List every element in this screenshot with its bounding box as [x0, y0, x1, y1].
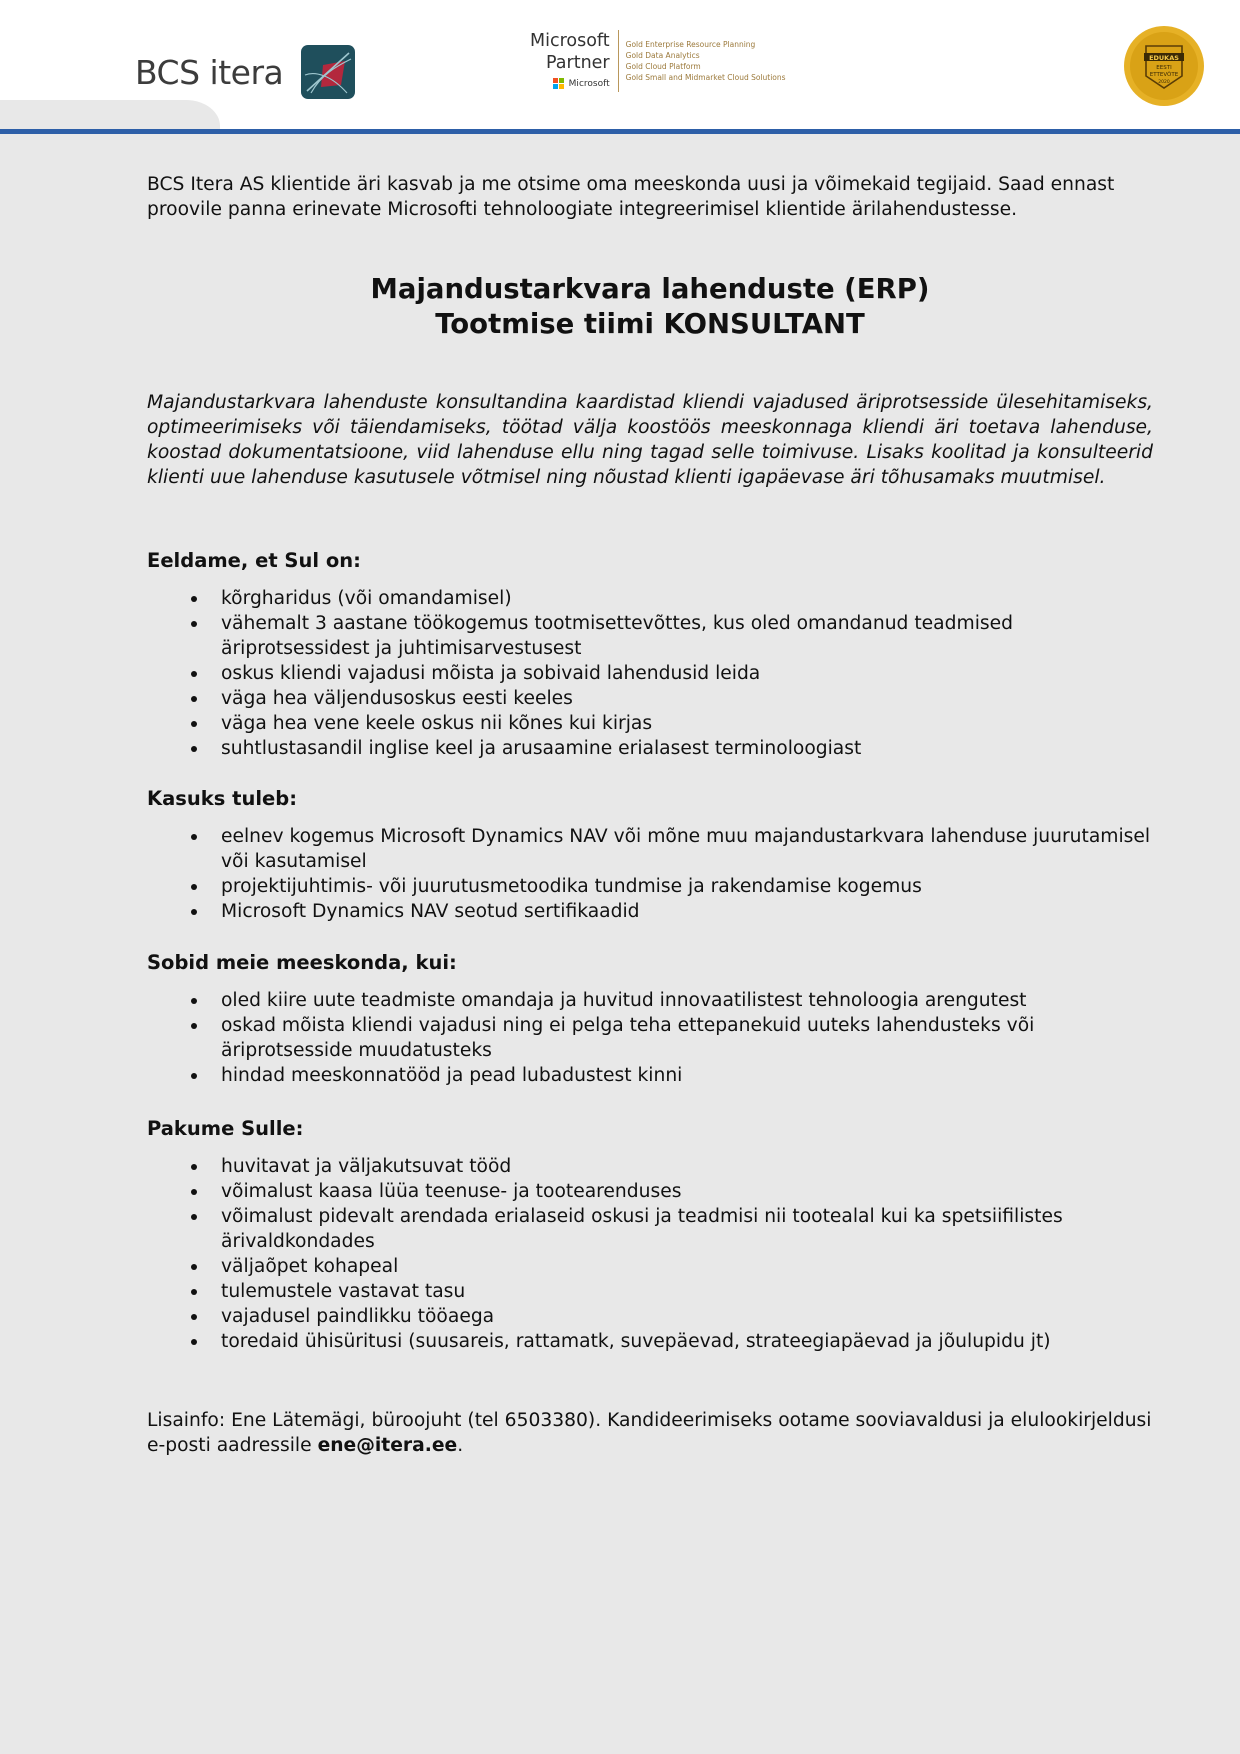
bullet-icon: [191, 998, 197, 1004]
requirements-list: [147, 586, 1153, 761]
bullet-icon: [191, 1023, 197, 1029]
section-requirements: [147, 548, 1153, 761]
bullet-icon: [191, 721, 197, 727]
bullet-icon: [191, 746, 197, 752]
competency-item: Gold Cloud Platform: [625, 62, 701, 71]
job-title-line2: Tootmise tiimi KONSULTANT: [435, 308, 865, 340]
list-item: hindad meeskonnatööd ja pead lubadustest kinni: [147, 1063, 1153, 1088]
email-link[interactable]: ene@itera.ee: [317, 1435, 458, 1456]
bullet-icon: [191, 1264, 197, 1270]
list-item: tulemustele vastavat tasu: [147, 1279, 1153, 1304]
competency-item: Gold Small and Midmarket Cloud Solutions: [625, 73, 786, 82]
edukas-eesti-ettevote-badge: [1124, 26, 1204, 110]
list-item: suhtlustasandil inglise keel ja arusaamine erialasest terminoloogiast: [147, 736, 1153, 761]
competency-item: Gold Data Analytics: [625, 51, 700, 60]
section-heading: Kasuks tuleb:: [147, 787, 297, 810]
list-item: oskus kliendi vajadusi mõista ja sobivaid lahendusid leida: [147, 661, 1153, 686]
section-heading: Pakume Sulle:: [147, 1117, 304, 1140]
list-item: väljaõpet kohapeal: [147, 1254, 1153, 1279]
bonus-list: [147, 824, 1153, 924]
page-background: [0, 134, 1240, 1754]
list-item: vähemalt 3 aastane töökogemus tootmisettevõttes, kus oled omandanud teadmised äriprotsessidest ja juhtimisarvestusest: [147, 611, 1153, 661]
contact-text: Lisainfo: Ene Lätemägi, büroojuht (tel 6503380). Kandideerimiseks ootame sooviavaldusi ja elulookirjeldusi e-posti aadressile: [147, 1410, 1152, 1456]
list-item: kõrgharidus (või omandamisel): [147, 586, 1153, 611]
section-heading: Eeldame, et Sul on:: [147, 549, 361, 572]
bullet-icon: [191, 621, 197, 627]
fit-list: [147, 988, 1153, 1088]
list-item: oled kiire uute teadmiste omandaja ja huvitud innovaatilistest tehnoloogia arengutest: [147, 988, 1153, 1013]
job-posting: [147, 172, 1153, 1456]
list-item: projektijuhtimis- või juurutusmetoodika tundmise ja rakendamise kogemus: [147, 874, 1153, 899]
bcs-itera-logo: [135, 45, 355, 99]
job-title: [147, 272, 1153, 342]
ms-partner-line2: Partner: [546, 53, 610, 73]
bullet-icon: [191, 671, 197, 677]
list-item: eelnev kogemus Microsoft Dynamics NAV või mõne muu majandustarkvara lahenduse juurutamisel või kasutamisel: [147, 824, 1153, 874]
ms-small-label: Microsoft: [568, 79, 610, 89]
list-item: toredaid ühisüritusi (suusareis, rattamatk, suvepäevad, strateegiapäevad ja jõulupidu jt): [147, 1329, 1153, 1354]
section-bonus: [147, 786, 1153, 924]
contact-info: [147, 1408, 1153, 1458]
bullet-icon: [191, 1164, 197, 1170]
microsoft-windows-icon: [553, 78, 565, 90]
bullet-icon: [191, 1214, 197, 1220]
job-title-line1: Majandustarkvara lahenduste (ERP): [370, 273, 930, 305]
list-item: Microsoft Dynamics NAV seotud sertifikaadid: [147, 899, 1153, 924]
offer-list: [147, 1154, 1153, 1354]
badge-line2: EESTI: [1156, 65, 1172, 71]
list-item: väga hea väljendusoskus eesti keeles: [147, 686, 1153, 711]
bullet-icon: [191, 909, 197, 915]
badge-line3: ETTEVÕTE: [1149, 72, 1179, 78]
badge-year: 2020: [1158, 80, 1170, 85]
list-item: võimalust kaasa lüüa teenuse- ja tootearenduses: [147, 1179, 1153, 1204]
bullet-icon: [191, 596, 197, 602]
bullet-icon: [191, 1314, 197, 1320]
bullet-icon: [191, 834, 197, 840]
ms-partner-line1: Microsoft: [530, 31, 610, 51]
bullet-icon: [191, 1189, 197, 1195]
bullet-icon: [191, 1339, 197, 1345]
page-header: [0, 0, 1240, 132]
ms-competencies: [619, 30, 786, 83]
section-fit: [147, 950, 1153, 1088]
microsoft-partner-logo: [530, 30, 786, 94]
list-item: väga hea vene keele oskus nii kõnes kui kirjas: [147, 711, 1153, 736]
bullet-icon: [191, 1073, 197, 1079]
logo-text: BCS itera: [135, 52, 284, 92]
bullet-icon: [191, 1289, 197, 1295]
intro-paragraph: BCS Itera AS klientide äri kasvab ja me otsime oma meeskonda uusi ja võimekaid tegijaid. Saad ennast proovile panna erinevate Microsofti tehnoloogiate integreerimisel klientide ärilahendustesse.: [147, 174, 1115, 220]
role-description: Majandustarkvara lahenduste konsultandina kaardistad kliendi vajadused äriprotsesside ülesehitamiseks, optimeerimiseks või täiendamiseks, töötad välja koostöös meeskonnaga kliendi äri toetava lahenduse, koostad dokumentatsioone, viid lahenduse ellu ning tagad selle toimivuse. Lisaks koolitad ja konsulteerid klienti uue lahenduse kasutusele võtmisel ning nõustad klienti igapäevase äri tõhusamaks muutmisel.: [147, 392, 1153, 488]
badge-icon: [1124, 26, 1204, 106]
list-item: oskad mõista kliendi vajadusi ning ei pelga teha ettepanekuid uuteks lahendusteks või äriprotsesside muudatusteks: [147, 1013, 1153, 1063]
badge-line1: EDUKAS: [1149, 54, 1179, 62]
bullet-icon: [191, 696, 197, 702]
section-offer: [147, 1116, 1153, 1354]
bcs-itera-logo-mark: [301, 45, 355, 99]
list-item: vajadusel paindlikku tööaega: [147, 1304, 1153, 1329]
list-item: võimalust pidevalt arendada erialaseid oskusi ja teadmisi nii tootealal kui ka spetsiifilistes ärivaldkondades: [147, 1204, 1153, 1254]
section-heading: Sobid meie meeskonda, kui:: [147, 951, 457, 974]
contact-end: .: [457, 1435, 464, 1456]
list-item: huvitavat ja väljakutsuvat tööd: [147, 1154, 1153, 1179]
competency-item: Gold Enterprise Resource Planning: [625, 40, 756, 49]
bullet-icon: [191, 884, 197, 890]
